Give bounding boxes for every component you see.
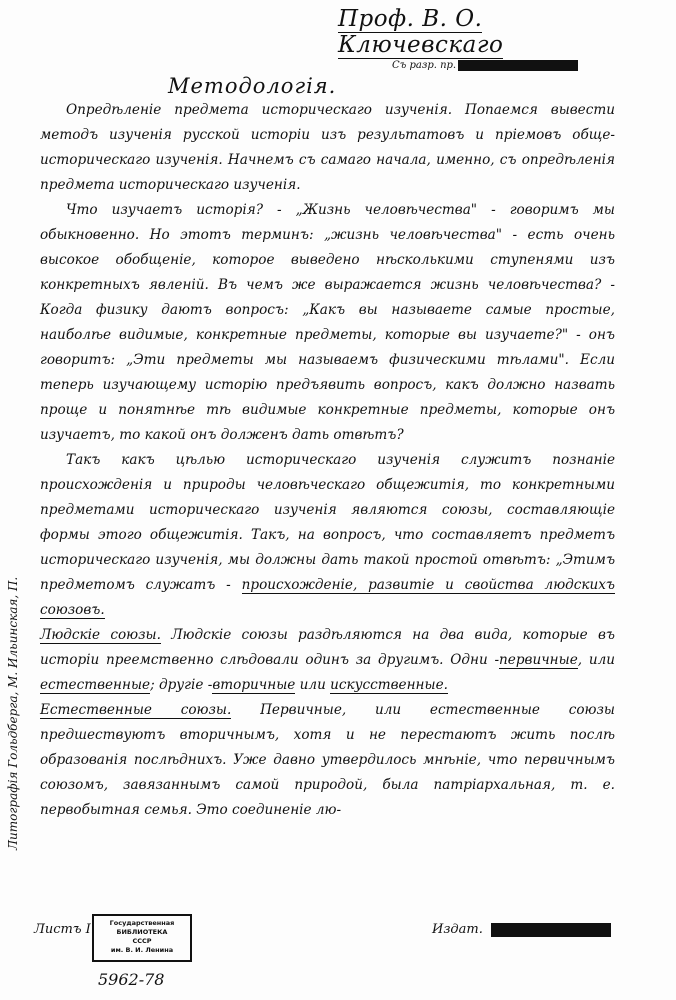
document-title: Методологія.	[168, 74, 337, 98]
paragraph-2: Что изучаетъ исторія? - „Жизнь человѣчества" - говоримъ мы обыкновенно. Но этотъ терминъ: „жизнь человѣчества" - есть очень высокое обобщеніе, которое выведено нѣсколькими ступенями изъ конкретныхъ явленій. Въ чемъ же выражается жизнь человѣчества? - Когда физику даютъ вопросъ: „Какъ вы называете самые простые, наиболѣе видимые, конкретные предметы, которые вы изучаете?" - онъ говоритъ: „Эти предметы мы называемъ физическими тѣлами". Если теперь изучающему исторію предъявить вопросъ, какъ должно назвать проще и понятнѣе тѣ видимые конкретные предметы, которые онъ изучаетъ, то какой онъ долженъ дать отвѣтъ?	[40, 202, 615, 443]
stamp-line: Государственная	[109, 919, 175, 927]
term-artificial: искусственные.	[330, 677, 448, 693]
document-body	[40, 98, 615, 823]
sheet-number: Листъ I.	[34, 922, 95, 937]
section-natural-text: Первичные, или естественные союзы предшествуютъ вторичнымъ, хотя и не перестаютъ жить послѣ образованія послѣднихъ. Уже давно утвердилось мнѣніе, что первичнымъ союзомъ, завязаннымъ самой природой, была патріархальная, т. е. первобытная семья. Это соединеніе лю-	[40, 702, 615, 818]
or-text-1: , или	[577, 652, 615, 668]
redaction-bar	[458, 60, 578, 71]
subject-definition: происхожденіе, развитіе и свойства людскихъ союзовъ.	[40, 577, 615, 618]
term-primary: первичные	[499, 652, 578, 668]
stamp-line: СССР	[132, 937, 152, 945]
author-header	[338, 6, 638, 58]
paragraph-3-text: Такъ какъ цѣлью историческаго изученія служитъ познаніе происхожденія и природы человѣческаго общежитія, то конкретными предметами историческаго изученія являются союзы, составляющіе формы этого общежитія. Такъ, на вопросъ, что составляетъ предметъ историческаго изученія, мы должны дать такой простой отвѣтъ: „Этимъ предметомъ служатъ -	[40, 452, 615, 593]
permit-label: Съ разр. пр.	[392, 60, 457, 71]
margin-note-text: Литографія Гольдберга, М. Ильинская, П.	[6, 576, 20, 850]
paragraph-5	[40, 698, 615, 823]
publisher-line	[432, 922, 611, 937]
publisher-label: Издат.	[432, 922, 483, 937]
section-unions-text: Людскіе союзы раздѣляются на два вида, которые въ исторіи преемственно слѣдовали одинъ за другимъ. Одни -	[40, 627, 615, 668]
section-heading-unions: Людскіе союзы.	[40, 627, 161, 643]
section-heading-natural: Естественные союзы.	[40, 702, 232, 718]
library-stamp	[92, 914, 192, 962]
or-text-2: или	[295, 677, 331, 693]
margin-note	[2, 430, 24, 850]
redaction-bar	[491, 923, 611, 937]
permit-line	[392, 60, 578, 71]
term-natural: естественные	[40, 677, 151, 693]
others-text: ; другіе -	[150, 677, 213, 693]
paragraph-1: Опредѣленіе предмета историческаго изученія. Попаемся вывести методъ изученія русской исторіи изъ результатовъ и пріемовъ обще-историческаго изученія. Начнемъ съ самаго начала, именно, съ опредѣленія предмета историческаго изученія.	[40, 102, 615, 193]
term-secondary: вторичные	[212, 677, 296, 693]
stamp-line: БИБЛИОТЕКА	[116, 928, 168, 936]
stamp-line: им. В. И. Ленина	[110, 946, 174, 954]
paragraph-4	[40, 623, 615, 698]
author-name: Проф. В. О. Ключевскаго	[338, 6, 504, 58]
inventory-number: 5962-78	[98, 970, 165, 989]
paragraph-3	[40, 448, 615, 623]
